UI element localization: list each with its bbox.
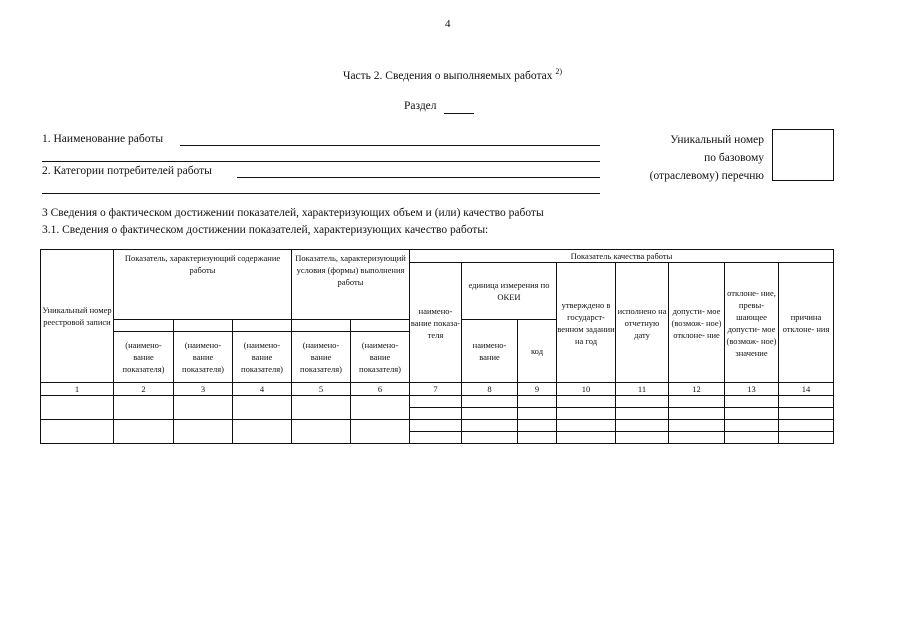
data-cell[interactable] xyxy=(351,396,410,420)
column-number: 7 xyxy=(410,383,462,396)
data-cell[interactable] xyxy=(779,408,834,420)
column-number: 13 xyxy=(725,383,779,396)
data-cell[interactable] xyxy=(725,408,779,420)
header-allowed-deviation: допусти- мое (возмож- ное) отклоне- ние xyxy=(669,263,725,383)
empty-subheader-cell[interactable] xyxy=(233,320,292,332)
unique-number-label xyxy=(612,131,764,185)
data-cell[interactable] xyxy=(616,420,669,432)
data-cell[interactable] xyxy=(114,420,174,444)
data-cell[interactable] xyxy=(174,396,233,420)
header-conditions-indicator: Показатель, характеризующий условия (формы) выполнения работы xyxy=(292,250,410,320)
header-approved: утверждено в государст- венном задании на год xyxy=(557,263,616,383)
empty-subheader-cell[interactable] xyxy=(292,320,351,332)
header-deviation-reason: причина отклоне- ния xyxy=(779,263,834,383)
consumer-categories-field-continuation[interactable] xyxy=(42,193,600,194)
data-cell[interactable] xyxy=(410,408,462,420)
consumer-categories-field[interactable] xyxy=(237,177,600,178)
header-quality-indicator: Показатель качества работы xyxy=(410,250,834,263)
data-cell[interactable] xyxy=(779,432,834,444)
header-subindicator: (наимено- вание показателя) xyxy=(292,332,351,383)
data-cell[interactable] xyxy=(779,420,834,432)
data-cell[interactable] xyxy=(669,420,725,432)
header-done: исполнено на отчетную дату xyxy=(616,263,669,383)
header-subindicator: (наимено- вание показателя) xyxy=(174,332,233,383)
data-cell[interactable] xyxy=(462,396,518,408)
data-cell[interactable] xyxy=(462,432,518,444)
header-indicator-name: наимено- вание показа- теля xyxy=(410,263,462,383)
header-subindicator: (наимено- вание показателя) xyxy=(351,332,410,383)
data-cell[interactable] xyxy=(41,396,114,420)
page-number: 4 xyxy=(445,18,451,30)
unique-number-box[interactable] xyxy=(772,129,834,181)
section-number-field[interactable] xyxy=(444,113,474,114)
title-footnote: 2) xyxy=(555,67,563,76)
data-cell[interactable] xyxy=(410,432,462,444)
header-content-indicator: Показатель, характеризующий содержание работы xyxy=(114,250,292,320)
data-cell[interactable] xyxy=(518,396,557,408)
data-cell[interactable] xyxy=(41,420,114,444)
column-number: 10 xyxy=(557,383,616,396)
data-cell[interactable] xyxy=(725,432,779,444)
data-cell[interactable] xyxy=(410,420,462,432)
data-cell[interactable] xyxy=(616,396,669,408)
header-subindicator: (наимено- вание показателя) xyxy=(114,332,174,383)
header-unit-code: код xyxy=(518,320,557,383)
data-cell[interactable] xyxy=(557,408,616,420)
header-exceeding-deviation: отклоне- ние, превы- шающее допусти- мое (возмож- ное) значение xyxy=(725,263,779,383)
data-cell[interactable] xyxy=(725,396,779,408)
unique-number-label-line: (отраслевому) перечню xyxy=(649,170,764,182)
column-number: 2 xyxy=(114,383,174,396)
data-cell[interactable] xyxy=(616,408,669,420)
quality-indicators-table xyxy=(40,249,834,444)
column-number: 1 xyxy=(41,383,114,396)
column-number: 9 xyxy=(518,383,557,396)
work-name-label: 1. Наименование работы xyxy=(42,133,164,145)
data-cell[interactable] xyxy=(410,396,462,408)
data-cell[interactable] xyxy=(669,396,725,408)
section-3-1-heading: 3.1. Сведения о фактическом достижении показателей, характеризующих качество работы: xyxy=(42,224,489,236)
empty-subheader-cell[interactable] xyxy=(114,320,174,332)
data-cell[interactable] xyxy=(292,396,351,420)
consumer-categories-label: 2. Категории потребителей работы xyxy=(42,165,212,177)
unique-number-label-line: Уникальный номер xyxy=(670,134,764,146)
section-label: Раздел xyxy=(404,100,437,112)
data-cell[interactable] xyxy=(616,432,669,444)
header-unit-okei: единица измерения по ОКЕИ xyxy=(462,263,557,320)
data-cell[interactable] xyxy=(518,432,557,444)
data-cell[interactable] xyxy=(351,420,410,444)
section-3-heading: 3 Сведения о фактическом достижении показателей, характеризующих объем и (или) качество работы xyxy=(42,207,544,219)
data-cell[interactable] xyxy=(233,396,292,420)
column-number: 6 xyxy=(351,383,410,396)
work-name-field-continuation[interactable] xyxy=(42,161,600,162)
data-cell[interactable] xyxy=(518,420,557,432)
header-registry-number: Уникальный номер реестровой записи xyxy=(41,250,114,383)
data-cell[interactable] xyxy=(174,420,233,444)
header-subindicator: (наимено- вание показателя) xyxy=(233,332,292,383)
work-name-field[interactable] xyxy=(180,145,600,146)
part-title: Часть 2. Сведения о выполняемых работах $^{2)}$ xyxy=(342,67,563,82)
empty-subheader-cell[interactable] xyxy=(351,320,410,332)
column-number: 4 xyxy=(233,383,292,396)
column-number: 12 xyxy=(669,383,725,396)
column-number: 5 xyxy=(292,383,351,396)
data-cell[interactable] xyxy=(557,420,616,432)
data-cell[interactable] xyxy=(233,420,292,444)
data-cell[interactable] xyxy=(462,408,518,420)
data-cell[interactable] xyxy=(518,408,557,420)
data-cell[interactable] xyxy=(557,432,616,444)
column-number: 8 xyxy=(462,383,518,396)
header-unit-name: наимено- вание xyxy=(462,320,518,383)
data-cell[interactable] xyxy=(292,420,351,444)
column-number: 3 xyxy=(174,383,233,396)
data-cell[interactable] xyxy=(114,396,174,420)
data-cell[interactable] xyxy=(669,408,725,420)
column-number: 14 xyxy=(779,383,834,396)
empty-subheader-cell[interactable] xyxy=(174,320,233,332)
data-cell[interactable] xyxy=(779,396,834,408)
data-cell[interactable] xyxy=(557,396,616,408)
column-number: 11 xyxy=(616,383,669,396)
data-cell[interactable] xyxy=(669,432,725,444)
unique-number-label-line: по базовому xyxy=(704,152,764,164)
data-cell[interactable] xyxy=(462,420,518,432)
data-cell[interactable] xyxy=(725,420,779,432)
